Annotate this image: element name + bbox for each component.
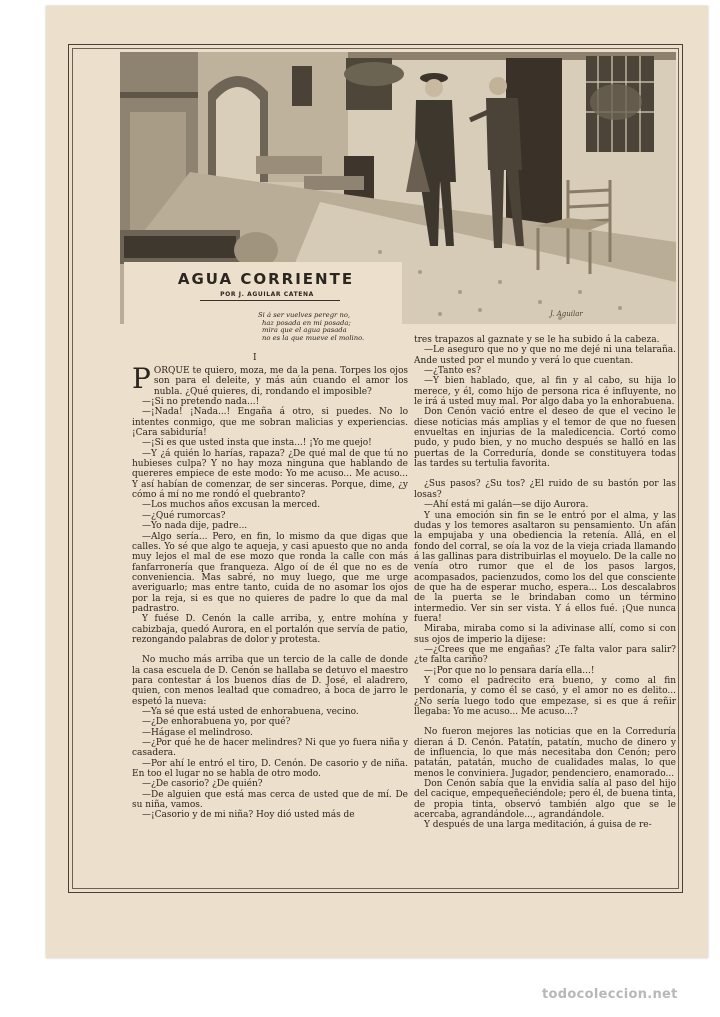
paragraph: —Hágase el melindroso. [142,727,253,738]
dropcap: P [132,362,151,395]
paragraph: Y después de una larga meditación, á guisa de re- [424,820,652,831]
paragraph: —¡Nada! ¡Nada...! Engaña á otro, si puedes. No lo intentes conmigo, que me sobran malicias y experiencias. ¡Cara sabiduría! [132,407,408,439]
article-title: AGUA CORRIENTE [177,270,355,288]
paragraph: —Los muchos años excusan la merced. [142,500,321,511]
paragraph: Y como el padrecito era bueno, y como al fin perdonaría, y como él se casó, y el amor no es delito... ¿No sería luego todo que empezase, si es que á reñir llegaba: Yo me acuso... Me acuso...? [414,676,676,718]
paragraph: —¿De casorio? ¿De quién? [142,779,263,790]
paragraph: —Y ¿á quién lo harías, rapaza? ¿De qué mal de que tú no hubieses culpa? Y no hay moza ninguna que hablando de quereres empiece de este modo: Yo me acuso... Me acuso... Y así habían de comenzar, de ser sinceras. Porque, dime, ¿y cómo á mí no me rondó el quebranto? [132,448,408,501]
paragraph: No fueron mejores las noticias que en la Correduría dieran á D. Cenón. Patatín, patatín, mucho de dinero y de influencia, lo que más necesitaba don Cenón; pero patatán, patatán, mucho de cualidades malas, lo que menos le conviniera. Jugador, pendenciero, enamorado... [414,727,676,779]
paragraph: Y fuése D. Cenón la calle arriba, y, entre mohína y cabizbaja, quedó Aurora, en el portalón que servía de patio, rezongando palabras de dolor y protesta. [132,614,408,645]
paragraph: —¿Tanto es? [424,366,481,377]
paragraph: No mucho más arriba que un tercio de la calle de donde la casa escuela de D. Cenón se hallaba se detuvo el maestro para contestar á los buenos días de D. José, el aladrero, quien, con menos lealtad que comadreo, á boca de jarro le espetó la nueva: [132,655,408,707]
paragraph: —¡Si no pretendo nada...! [142,397,260,408]
paragraph: —Le aseguro que no y que no me dejé ni una telaraña. Ande usted por el mundo y verá lo que cuentan. [414,345,676,366]
epigraph [258,312,408,342]
paragraph: PORQUE te quiero, moza, me da la pena. Torpes los ojos son para el deleite, y más aún cuando el amor los nubla. ¿Qué quieres, di, rondando el imposible? [132,362,408,397]
paragraph: —¿Por qué he de hacer melindres? Ni que yo fuera niña y casadera. [132,738,408,759]
epigraph-line: no es la que mueve el molino. [262,333,365,342]
paragraph: —Ahí está mi galán—se dijo Aurora. [424,500,589,511]
paragraph: —¡Casorio y de mi niña? Hoy dió usted más de [142,810,355,821]
epigraph-line: mira que el agua pasada [262,326,347,335]
paragraph: ¿Sus pasos? ¿Su tos? ¿El ruido de su bastón por las losas? [414,479,676,500]
paragraph: Miraba, miraba como si la adivinase allí, como si con sus ojos de imperio la dijese: [414,624,676,645]
paragraph: —¿Crees que me engañas? ¿Te falta valor para salir? ¿te falta cariño? [414,644,676,666]
section-number: I [253,353,257,363]
paragraph: —De alguien que está mas cerca de usted que de mí. De su niña, vamos. [132,789,408,811]
paragraph: tres trapazos al gaznate y se le ha subido á la cabeza. [414,335,660,345]
paragraph: —¿Qué rumorcas? [142,510,226,521]
paragraph: Y una emoción sin fin se le entró por el alma, y las dudas y los temores asaltaron su pensamiento. Un afán la empujaba y una obediencia la retenía. Allá, en el fondo del corral, se oía la voz de la vieja criada llamando á las gallinas para distribuirlas el moyuelo. De la calle no venía otro rumor que el de los pasos largos, acompasados, pacienzudos, como los del que consciente de que ha de esperar mucho, espera... Los descalabros de la puerta se le brindaban como un término intermedio. Ver sin ser vista. Y á ellos fué. ¡Que nunca fuera! [414,510,676,624]
watermark: todocoleccion.net [542,987,678,1002]
right-column [414,335,676,831]
paragraph: —Y bien hablado, que, al fin y al cabo, su hija lo merece, y él, como hijo de persona rica é influyente, no le irá á usted muy mal. Por algo daba yo la enhorabuena. [414,376,676,408]
paragraph: —Ya sé que está usted de enhorabuena, vecino. [142,707,359,717]
paragraph: —Algo sería... Pero, en fin, lo mismo da que digas que calles. Yo sé que algo te aqueja, y casi apuesto que no anda muy lejos el mal de ese mozo que ronda la calle con más fanfarronería que franqueza. Algo oí de él que no es de conveniencia. Mas sabré, no muy luego, que me urge averiguarlo; mas entre tanto, cuida de no asomar los ojos por la reja, si es que no quieres de padre lo que da mal padrastro. [132,531,408,614]
left-column [132,362,408,821]
paragraph: —Por ahí le entró el tiro, D. Cenón. De casorio y de niña. En too el lugar no se habla de otro modo. [132,758,408,780]
paragraph: Don Cenón sabía que la envidia salía al paso del hijo del cacique, empequeñeciéndole; pero él, de buena tinta, de propia tinta, observó también algo que se le acercaba, agrandándole..., agrandándole. [414,779,676,821]
paragraph: —Yo nada dije, padre... [142,521,248,532]
paragraph: —¿De enhorabuena yo, por qué? [142,717,291,728]
byline-rule [200,300,340,301]
epigraph-line: Si á ser vuelves peregr no, [258,311,351,319]
illustration-signature: J. Aguilar [550,310,583,318]
paragraph: —¡Por que no lo pensara daría ella...! [424,665,595,676]
epigraph-line: haz posada en mi posada; [262,318,351,327]
paragraph: —¡Si es que usted insta que insta...! ¡Yo me quejo! [142,438,372,449]
paragraph: Don Cenón vació entre el deseo de que el vecino le diese noticias más amplias y el temor de que no fuesen envueltas en injurias de la maledicencia. Cortó como pudo, y pudo bien, y no mucho después se halló en las puertas de la Correduría, donde se constituyera todas las tardes su tertulia favorita. [414,407,676,470]
article-byline: POR J. AGUILAR CATENA [220,291,314,298]
